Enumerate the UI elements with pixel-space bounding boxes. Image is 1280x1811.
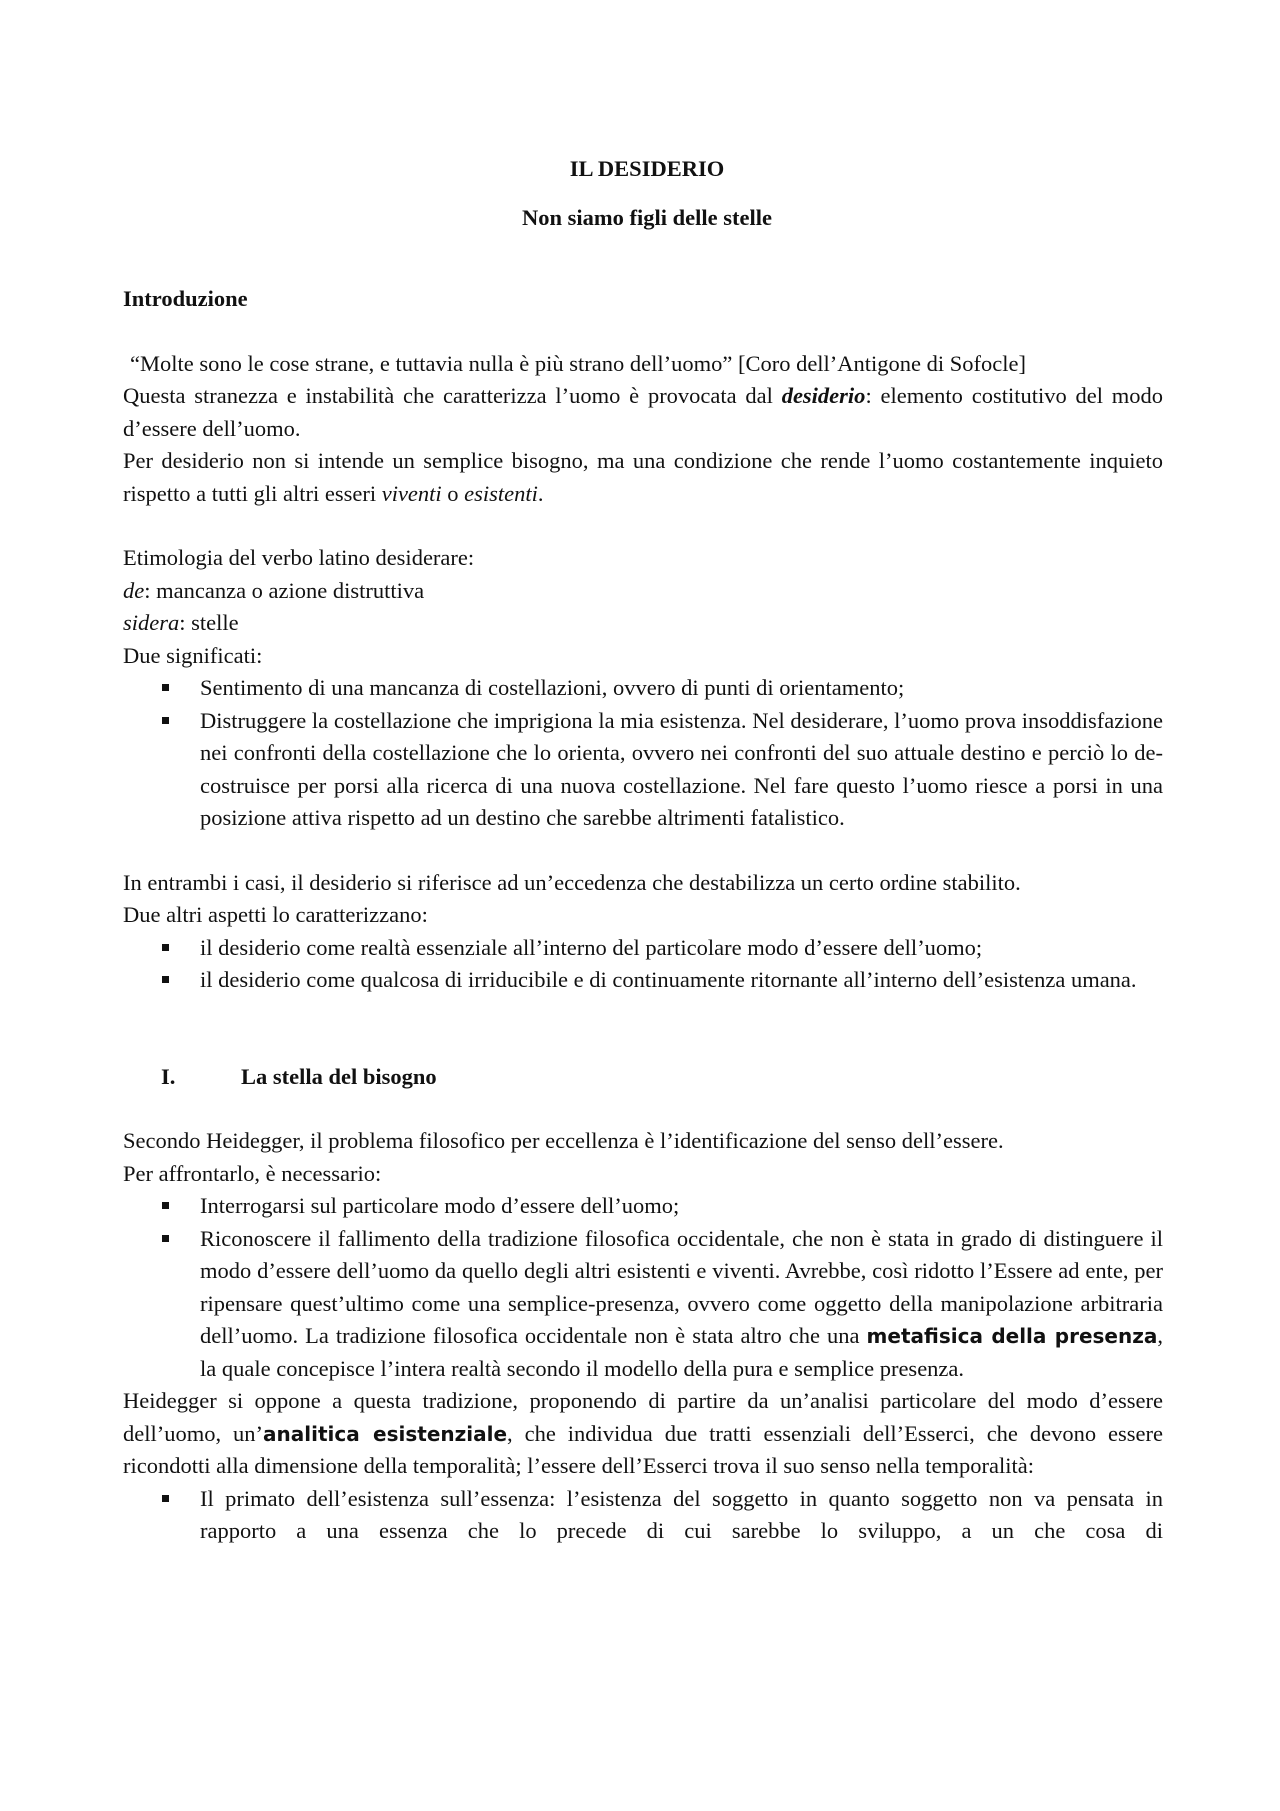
meanings-list <box>123 672 1163 835</box>
text-run: Per desiderio non si intende un semplice bisogno, ma una condizione che rende l’uomo costantemente inquieto rispetto a tutti gli altri esseri <box>123 448 1163 506</box>
document-subtitle: Non siamo figli delle stelle <box>522 204 772 230</box>
section-1-paragraph-2 <box>123 1385 1163 1483</box>
traits-list <box>123 1483 1163 1548</box>
text-run: Questa stranezza e instabilità che caratterizza l’uomo è provocata dal <box>123 383 782 408</box>
list-item <box>200 932 1163 965</box>
list-item <box>200 1483 1163 1548</box>
text-run: Heidegger si oppone a questa tradizione, proponendo di partire da un’analisi particolare del modo d’essere dell’uomo, un’ <box>123 1388 1163 1446</box>
list-item-text: Sentimento di una mancanza di costellazioni, ovvero di punti di orientamento; <box>200 675 905 700</box>
spacer <box>123 835 1163 867</box>
text-run: : elemento costitutivo del modo d’essere dell’uomo. <box>123 383 1163 441</box>
aspects-list <box>123 932 1163 997</box>
bold-analitica-esistenziale: analitica esistenziale <box>263 1421 508 1446</box>
term-sidera: sidera <box>123 610 180 635</box>
term-definition: : stelle <box>179 610 239 635</box>
text-run: , che individua due tratti essenziali dell’Esserci, che devono essere ricondotti alla dimensione della temporalità; l’essere dell’Esserci trova il suo senso nella temporalità: <box>123 1420 1163 1478</box>
section-number: I. <box>161 1063 176 1089</box>
term-de: de <box>123 577 145 603</box>
section-1-label: Per affrontarlo, è necessario: <box>123 1160 382 1186</box>
intro-paragraph-1 <box>123 380 1163 445</box>
etymology-de <box>123 575 1163 608</box>
square-bullet-icon <box>162 944 169 951</box>
document-title: IL DESIDERIO <box>569 156 725 181</box>
list-item <box>200 964 1163 997</box>
list-item-text: Interrogarsi sul particolare modo d’essere dell’uomo; <box>200 1193 680 1218</box>
needs-list <box>123 1190 1163 1385</box>
etymology-intro: Etimologia del verbo latino desiderare: <box>123 545 475 570</box>
bold-metafisica-della-presenza: metafisica della presenza <box>866 1324 1158 1348</box>
section-1-paragraph-1: Secondo Heidegger, il problema filosofico per eccellenza è l’identificazione del senso dell’essere. <box>123 1128 1004 1153</box>
introduction-heading: Introduzione <box>123 286 248 311</box>
etymology-sidera <box>123 607 1163 640</box>
intro-paragraph-2 <box>123 445 1163 510</box>
list-item-text: il desiderio come realtà essenziale all’interno del particolare modo d’essere dell’uomo; <box>200 934 983 960</box>
emphasis-desiderio: desiderio <box>781 383 866 408</box>
text-run: . <box>537 480 544 506</box>
square-bullet-icon <box>162 1202 169 1209</box>
list-item-text: Riconoscere il fallimento della tradizione filosofica occidentale, che non è stata in grado di distinguere il modo d’essere dell’uomo da quello degli altri esistenti e viventi. Avrebbe, così ridotto l’Essere ad ente, per ripensare quest’ultimo come una semplice-presenza, ovvero come oggetto della manipolazione arbitraria dell’uomo. La tradizione filosofica occidentale non è stata altro che una <box>200 1225 1163 1348</box>
spacer <box>123 316 1163 348</box>
spacer <box>123 997 1163 1061</box>
meanings-label: Due significati: <box>123 642 263 668</box>
list-item-text: Il primato dell’esistenza sull’essenza: l’esistenza del soggetto in quanto soggetto non va pensata in rapporto a una essenza che lo precede di cui sarebbe lo sviluppo, a un che cosa di <box>200 1485 1163 1543</box>
square-bullet-icon <box>162 717 169 724</box>
term-definition: : mancanza o azione distruttiva <box>144 577 425 603</box>
emphasis-viventi: viventi <box>381 480 442 506</box>
list-item <box>200 1190 1163 1223</box>
list-item <box>200 1223 1163 1386</box>
spacer <box>123 1093 1163 1125</box>
list-item-text: il desiderio come qualcosa di irriducibile e di continuamente ritornante all’interno dell’esistenza umana. <box>200 967 1137 992</box>
text-run: o <box>441 480 465 506</box>
opening-quote: “Molte sono le cose strane, e tuttavia nulla è più strano dell’uomo” [Coro dell’Antigone di Sofocle] <box>130 350 1027 376</box>
section-title: La stella del bisogno <box>241 1063 437 1089</box>
emphasis-esistenti: esistenti <box>464 480 538 506</box>
intro-paragraph-3: In entrambi i casi, il desiderio si riferisce ad un’eccedenza che destabilizza un certo ordine stabilito. <box>123 869 1021 895</box>
square-bullet-icon <box>162 1235 169 1242</box>
section-1-heading <box>123 1061 1163 1094</box>
list-item-text: Distruggere la costellazione che imprigiona la mia esistenza. Nel desiderare, l’uomo prova insoddisfazione nei confronti della costellazione che lo orienta, ovvero nei confronti del suo attuale destino e perciò lo de-costruisce per porsi alla ricerca di una nuova costellazione. Nel fare questo l’uomo riesce a porsi in una posizione attiva rispetto ad un destino che sarebbe altrimenti fatalistico. <box>200 707 1163 830</box>
list-item <box>200 705 1163 835</box>
list-item-text: , la quale concepisce l’intera realtà secondo il modello della pura e semplice presenza. <box>200 1323 1163 1381</box>
list-item <box>200 672 1163 705</box>
square-bullet-icon <box>162 1495 169 1502</box>
spacer <box>123 510 1163 542</box>
square-bullet-icon <box>162 684 169 691</box>
square-bullet-icon <box>162 976 169 983</box>
aspects-label: Due altri aspetti lo caratterizzano: <box>123 902 428 927</box>
